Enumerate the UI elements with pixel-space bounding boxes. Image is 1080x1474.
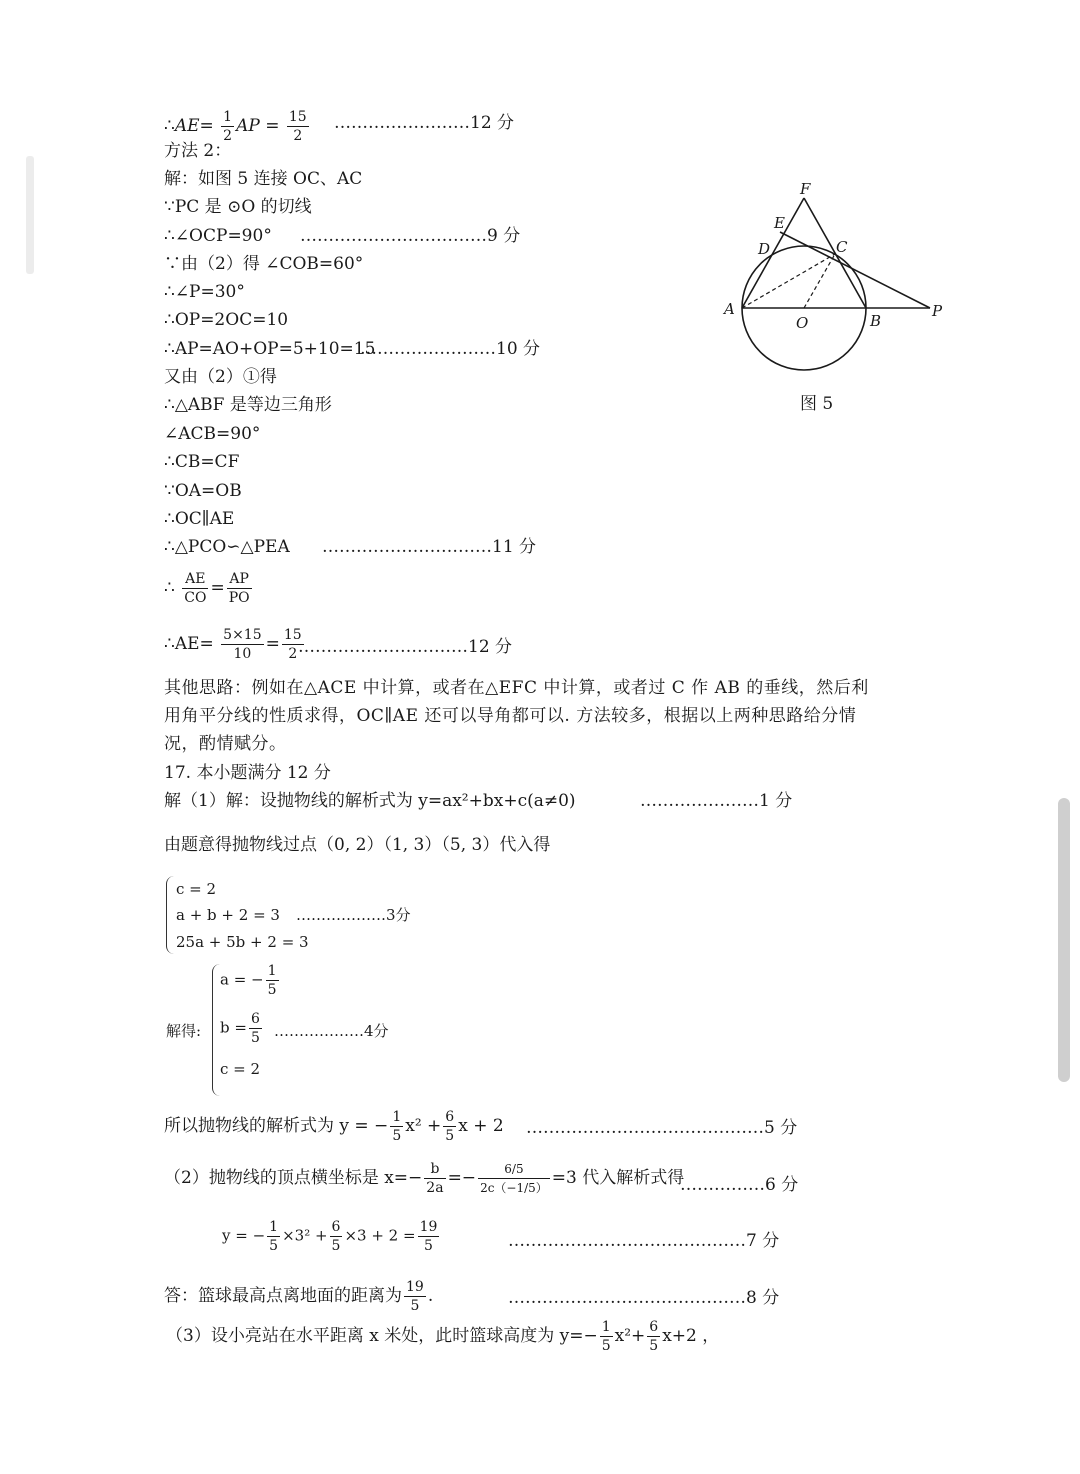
y-value-line: y = − $\frac{1}{5}$ ×3² + $\frac{6}{5}$ ×3 + 2 = $\frac{19}{5}$ <box>222 1219 438 1254</box>
method2-line: ∠ACB=90° <box>164 424 261 444</box>
solution-b: b = $\frac{6}{5}$ <box>220 1011 260 1046</box>
label-c: C <box>836 238 848 256</box>
method2-line: ∴∠P=30° <box>164 282 245 302</box>
score-leader: ……………………………………5 分 <box>526 1118 798 1138</box>
dashed-oc <box>804 254 835 308</box>
solve-label: 解得: <box>166 1022 202 1040</box>
method2-line: 解：如图 5 连接 OC、AC <box>164 169 363 189</box>
method2-title: 方法 2： <box>164 141 232 161</box>
method1-final-line: ∴AE= $\frac{1}{2}$ AP = $\frac{15}{2}$ <box>164 109 307 144</box>
method2-line: ∴△PCO∽△PEA <box>164 537 290 557</box>
score-leader: ……………………10 分 <box>360 339 541 359</box>
score-leader: …………………………11 分 <box>322 537 537 557</box>
solution-c: c = 2 <box>220 1060 261 1078</box>
score-leader: ……………………………………8 分 <box>508 1288 780 1308</box>
method2-line: ∵PC 是 ⊙O 的切线 <box>164 197 312 217</box>
score-leader: ……………………12 分 <box>334 113 515 133</box>
label-p: P <box>932 302 943 320</box>
method2-line: ∴CB=CF <box>164 452 240 472</box>
vertical-scrollbar[interactable] <box>1058 798 1070 1082</box>
part3-line: （3）设小亮站在水平距离 x 米处，此时篮球高度为 y=− $\frac{1}{5}$ x²+ $\frac{6}{5}$ x+2 ， <box>166 1319 720 1354</box>
other-ideas-paragraph: 其他思路：例如在△ACE 中计算，或者在△EFC 中计算，或者过 C 作 AB 的垂线，然后利 用角平分线的性质求得，OC∥AE 还可以导角都可以. 方法较多，根据以上两种思路给分情 况，酌情赋分。 <box>164 678 869 754</box>
score-leader: ……………………………………7 分 <box>508 1231 780 1251</box>
q17-step2: 由题意得抛物线过点（0, 2）（1, 3）（5, 3）代入得 <box>164 835 551 855</box>
ratio-line: ∴ $\frac{AE}{CO}$ = $\frac{AP}{PO}$ <box>164 571 250 606</box>
line-af <box>742 198 804 308</box>
vertex-line: （2）抛物线的顶点横坐标是 x=− $\frac{b}{2a}$ =− $\frac{6/5}{2c(-1/5)}$ =3 代入解析式得 <box>164 1161 685 1196</box>
label-o: O <box>796 314 809 332</box>
line-fb <box>804 198 866 308</box>
equation: c = 2 <box>176 880 217 898</box>
geometry-figure <box>710 170 960 385</box>
fraction: $\frac{15}{2}$ <box>288 109 307 144</box>
ae-result-line: ∴AE= $\frac{5\times 15}{10}$ = $\frac{15}{2}$ <box>164 627 302 662</box>
method2-line: 又由（2）①得 <box>164 367 277 387</box>
label-a: A <box>724 300 735 318</box>
q17-title: 17. 本小题满分 12 分 <box>164 763 331 783</box>
method2-line: ∴OP=2OC=10 <box>164 310 289 330</box>
line-ep <box>780 232 930 308</box>
score-leader: ……………………………9 分 <box>300 226 521 246</box>
fraction: $\frac{1}{2}$ <box>223 109 233 144</box>
label-f: F <box>800 180 811 198</box>
parabola-expression: 所以抛物线的解析式为 y = − $\frac{1}{5}$ x² + $\frac{6}{5}$ x + 2 <box>164 1109 504 1144</box>
solution-a: a = − $\frac{1}{5}$ <box>220 963 277 998</box>
answer-line: 答：篮球最高点离地面的距离为 $\frac{19}{5}$ . <box>164 1279 434 1314</box>
q17-step1: 解（1）解：设抛物线的解析式为 y=ax²+bx+c(a≠0) <box>164 791 576 811</box>
method2-line: ∵OA=OB <box>164 481 242 501</box>
score-leader: ……………6 分 <box>680 1175 799 1195</box>
score-leader: ………………3分 <box>296 906 411 924</box>
dashed-ac <box>742 254 835 308</box>
left-edge-marker <box>26 156 34 274</box>
score-leader: …………………………12 分 <box>298 637 513 657</box>
equation-brace <box>166 876 175 954</box>
label-b: B <box>870 312 882 330</box>
method2-line: ∵由（2）得 ∠COB=60° <box>164 254 364 274</box>
label-e: E <box>774 214 785 232</box>
method2-line: ∴AP=AO+OP=5+10=15 <box>164 339 376 359</box>
figure-caption: 图 5 <box>800 394 834 414</box>
method2-line: ∴∠OCP=90° <box>164 226 272 246</box>
score-leader: …………………1 分 <box>640 791 793 811</box>
score-leader: ………………4分 <box>274 1022 389 1040</box>
label-d: D <box>758 240 771 258</box>
equation: 25a + 5b + 2 = 3 <box>176 933 309 951</box>
equation: a + b + 2 = 3 <box>176 906 280 924</box>
method2-line: ∴△ABF 是等边三角形 <box>164 395 332 415</box>
method2-line: ∴OC∥AE <box>164 509 235 529</box>
